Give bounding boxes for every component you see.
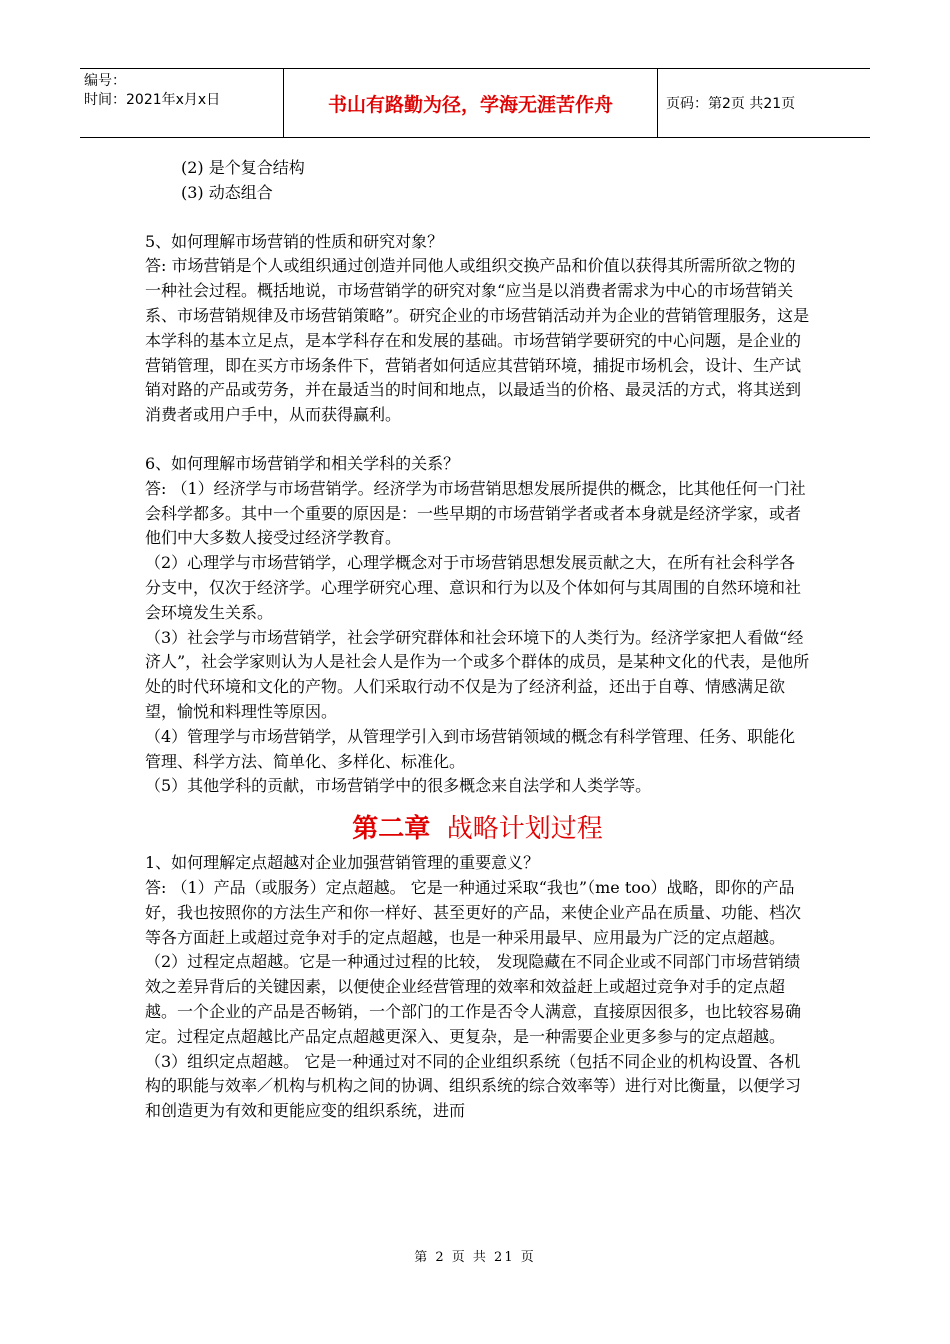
header-meta: [80, 69, 283, 137]
chapter-number: 第二章: [352, 814, 431, 845]
answer-6-paragraph: （5）其他学科的贡献，市场营销学中的很多概念来自法学和人类学等。: [145, 776, 652, 796]
question-6: 6、如何理解市场营销学和相关学科的关系？: [145, 453, 460, 473]
answer-6-paragraph: （2）心理学与市场营销学，心理学概念对于市场营销思想发展贡献之大，在所有社会科学各分支中，仅次于经济学。心理学研究心理、意识和行为以及个体如何与其周围的自然环境和社会环境发生关系。: [145, 553, 802, 622]
answer-6-paragraph: 答: （1）经济学与市场营销学。经济学为市场营销思想发展所提供的概念，比其他任何一门社会科学都多。其中一个重要的原因是：一些早期的市场营销学者或者本身就是经济学家，或者他们中大多数人接受过经济学教育。: [145, 478, 806, 548]
list-item: (2) 是个复合结构: [181, 158, 305, 177]
document-body: [145, 156, 810, 1124]
header-time-label: 时间：2021年x月x日: [84, 92, 221, 108]
chapter2-question-1: 1、如何理解定点超越对企业加强营销管理的重要意义？: [145, 853, 540, 873]
question-5: 5、如何理解市场营销的性质和研究对象？: [145, 231, 444, 251]
chapter-heading: [145, 811, 810, 847]
list-item: (3) 动态组合: [181, 182, 273, 202]
chapter2-answer-paragraph: （2）过程定点超越。它是一种通过过程的比较， 发现隐藏在不同企业或不同部门市场营销绩效之差异背后的关键因素，以便使企业经营管理的效率和效益赶上或超过竞争对手的定点超越。一个企业的产品是否畅销，一个部门的工作是否令人满意，直接原因很多，也比较容易确定。过程定点超越比产品定点超越更深入、更复杂，是一种需要企业更多参与的定点超越。: [145, 952, 802, 1046]
answer-6-paragraph: （3）社会学与市场营销学，社会学研究群体和社会环境下的人类行为。经济学家把人看做“经济人”，社会学家则认为人是社会人是作为一个或多个群体的成员，是某种文化的代表，是他所处的时代环境和文化的产物。人们采取行动不仅是为了经济利益，还出于自尊、情感满足欲望，愉悦和料理性等原因。: [145, 627, 810, 721]
answer-6-paragraph: （4）管理学与市场营销学，从管理学引入到市场营销领域的概念有科学管理、任务、职能化管理、科学方法、简单化、多样化、标准化。: [145, 726, 796, 771]
answer-5: 答: 市场营销是个人或组织通过创造并同他人或组织交换产品和价值以获得其所需所欲之物的一种社会过程。概括地说，市场营销学的研究对象“应当是以消费者需求为中心的市场营销关系、市场营销规律及市场营销策略”。研究企业的市场营销活动并为企业的营销管理服务，这是本学科的基本立足点，是本学科存在和发展的基础。市场营销学要研究的中心问题，是企业的营销管理，即在买方市场条件下，营销者如何适应其营销环境，捕捉市场机会，设计、生产试销对路的产品或劳务，并在最适当的时间和地点，以最适当的价格、最灵活的方式，将其送到消费者或用户手中，从而获得赢利。: [145, 256, 810, 425]
page-footer: 第 2 页 共 21 页: [414, 1250, 536, 1265]
page-header: [80, 68, 870, 138]
header-number-label: 编号：: [84, 73, 126, 89]
chapter2-answer-paragraph: 答: （1）产品（或服务）定点超越。 它是一种通过采取“我也”（me too）战略，即你的产品好，我也按照你的方法生产和你一样好、甚至更好的产品，来使企业产品在质量、功能、档次等各方面赶上或超过竞争对手的定点超越，也是一种采用最早、应用最为广泛的定点超越。: [145, 877, 802, 947]
chapter-title: 战略计划过程: [446, 814, 603, 845]
header-motto: 书山有路勤为径，学海无涯苦作舟: [283, 69, 658, 137]
header-page-label: 页码：第2页 共21页: [666, 96, 796, 112]
chapter2-answer-paragraph: （3）组织定点超越。 它是一种通过对不同的企业组织系统（包括不同企业的机构设置、各机构的职能与效率／机构与机构之间的协调、组织系统的综合效率等）进行对比衡量，以便学习和创造更为有效和更能应变的组织系统，进而: [145, 1051, 802, 1121]
